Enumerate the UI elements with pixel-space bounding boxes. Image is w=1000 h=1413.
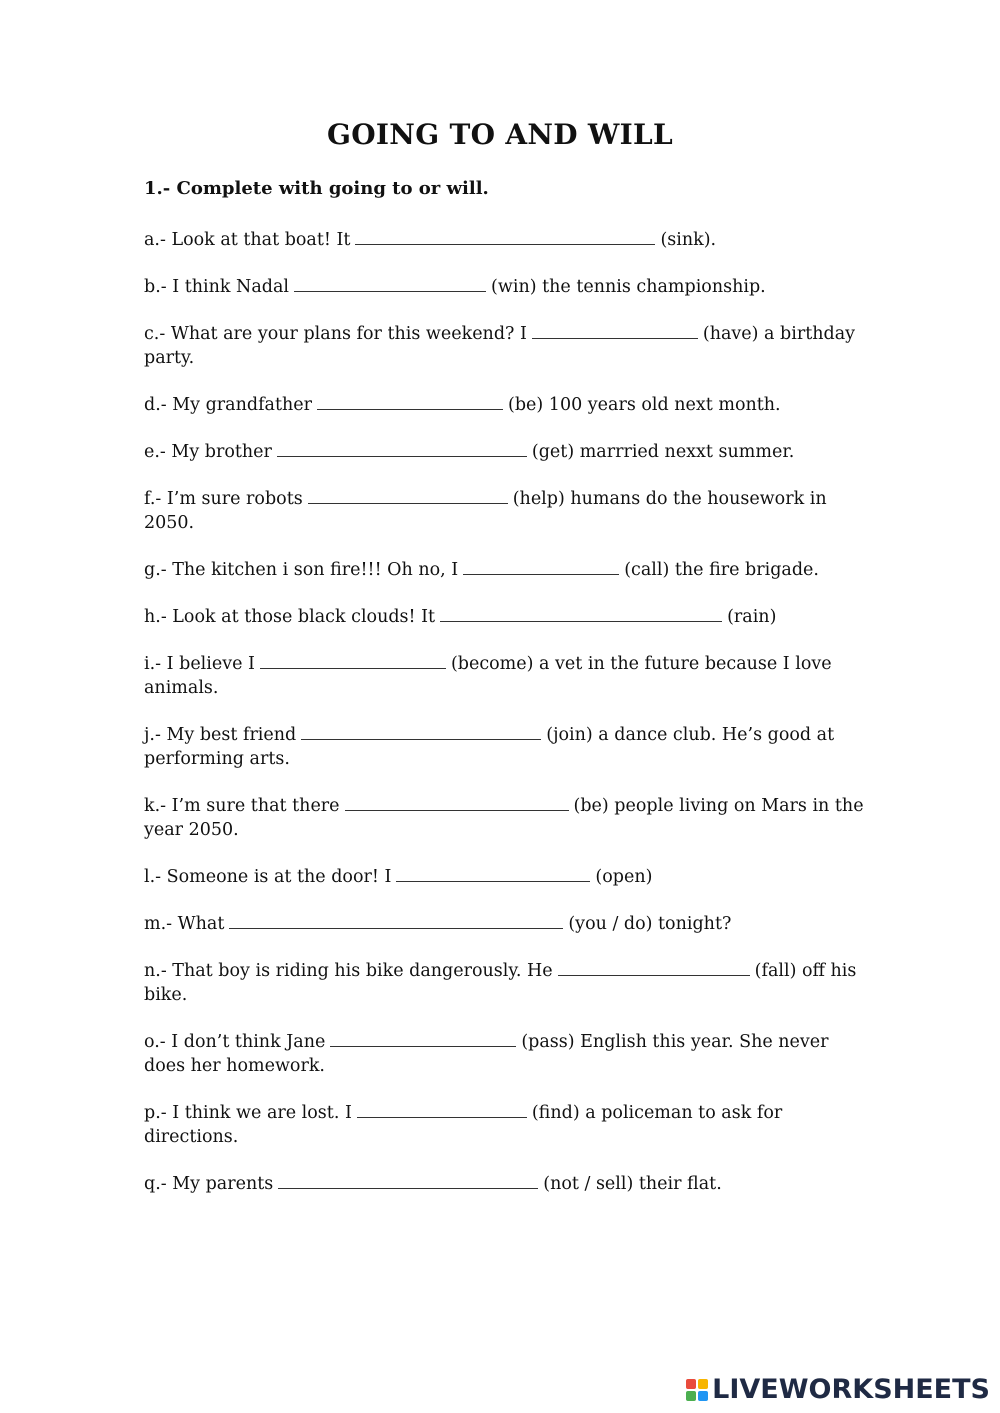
answer-blank[interactable] <box>463 573 619 575</box>
item-prompt: f.- I’m sure robots <box>144 489 303 509</box>
item-hint: (help) humans do the housework in 2050. <box>144 489 827 533</box>
item-prompt: g.- The kitchen i son fire!!! Oh no, I <box>144 560 459 580</box>
answer-blank[interactable] <box>532 337 698 339</box>
item-prompt: k.- I’m sure that there <box>144 796 340 816</box>
exercise-item <box>144 723 864 771</box>
item-prompt: l.- Someone is at the door! I <box>144 867 392 887</box>
answer-blank[interactable] <box>440 620 722 622</box>
answer-blank[interactable] <box>260 667 446 669</box>
footer-brand <box>686 1374 990 1405</box>
item-hint: (be) people living on Mars in the year 2050. <box>144 796 864 840</box>
answer-blank[interactable] <box>357 1116 527 1118</box>
item-hint: (get) marrried nexxt summer. <box>531 442 795 462</box>
item-prompt: o.- I don’t think Jane <box>144 1032 326 1052</box>
exercise-item <box>144 322 864 370</box>
item-hint: (become) a vet in the future because I love animals. <box>144 654 832 698</box>
answer-blank[interactable] <box>294 290 486 292</box>
exercise-item <box>144 1172 864 1196</box>
item-prompt: d.- My grandfather <box>144 395 313 415</box>
logo-square-4 <box>698 1391 708 1401</box>
exercise-instruction: 1.- Complete with going to or will. <box>144 178 489 199</box>
item-prompt: m.- What <box>144 914 225 934</box>
logo-square-3 <box>686 1391 696 1401</box>
exercise-item <box>144 652 864 700</box>
item-prompt: q.- My parents <box>144 1174 274 1194</box>
exercise-item <box>144 865 864 889</box>
answer-blank[interactable] <box>317 408 503 410</box>
exercise-item <box>144 228 864 252</box>
exercise-item <box>144 1101 864 1149</box>
item-hint: (you / do) tonight? <box>568 914 732 934</box>
exercise-item <box>144 1030 864 1078</box>
answer-blank[interactable] <box>278 1187 538 1189</box>
answer-blank[interactable] <box>345 809 569 811</box>
brand-name: LIVEWORKSHEETS <box>712 1374 990 1405</box>
exercise-item <box>144 275 864 299</box>
item-prompt: c.- What are your plans for this weekend? I <box>144 324 527 344</box>
logo-square-2 <box>698 1379 708 1389</box>
item-prompt: i.- I believe I <box>144 654 255 674</box>
logo-square-1 <box>686 1379 696 1389</box>
exercise-item <box>144 393 864 417</box>
item-hint: (be) 100 years old next month. <box>508 395 781 415</box>
item-hint: (rain) <box>727 607 777 627</box>
item-hint: (sink). <box>660 230 717 250</box>
item-prompt: b.- I think Nadal <box>144 277 290 297</box>
page-title: GOING TO AND WILL <box>327 118 673 151</box>
item-hint: (join) a dance club. He’s good at performing arts. <box>144 725 835 769</box>
answer-blank[interactable] <box>277 455 527 457</box>
item-prompt: p.- I think we are lost. I <box>144 1103 352 1123</box>
answer-blank[interactable] <box>301 738 541 740</box>
answer-blank[interactable] <box>308 502 508 504</box>
exercise-item <box>144 794 864 842</box>
answer-blank[interactable] <box>229 927 563 929</box>
exercise-item <box>144 558 864 582</box>
item-hint: (have) a birthday party. <box>144 324 856 368</box>
answer-blank[interactable] <box>558 974 750 976</box>
liveworksheets-logo-icon <box>686 1379 708 1401</box>
item-hint: (open) <box>595 867 653 887</box>
item-hint: (find) a policeman to ask for directions. <box>144 1103 783 1147</box>
item-hint: (win) the tennis championship. <box>491 277 766 297</box>
answer-blank[interactable] <box>330 1045 516 1047</box>
item-hint: (fall) off his bike. <box>144 961 857 1005</box>
item-prompt: a.- Look at that boat! It <box>144 230 351 250</box>
exercise-item <box>144 959 864 1007</box>
item-prompt: j.- My best friend <box>144 725 297 745</box>
exercise-item <box>144 440 864 464</box>
exercise-item <box>144 605 864 629</box>
item-hint: (pass) English this year. She never does her homework. <box>144 1032 829 1076</box>
exercise-item <box>144 912 864 936</box>
item-prompt: e.- My brother <box>144 442 272 462</box>
item-hint: (not / sell) their flat. <box>543 1174 722 1194</box>
exercise-item <box>144 487 864 535</box>
item-prompt: h.- Look at those black clouds! It <box>144 607 436 627</box>
answer-blank[interactable] <box>355 243 655 245</box>
item-hint: (call) the fire brigade. <box>624 560 819 580</box>
item-prompt: n.- That boy is riding his bike dangerously. He <box>144 961 553 981</box>
answer-blank[interactable] <box>396 880 590 882</box>
